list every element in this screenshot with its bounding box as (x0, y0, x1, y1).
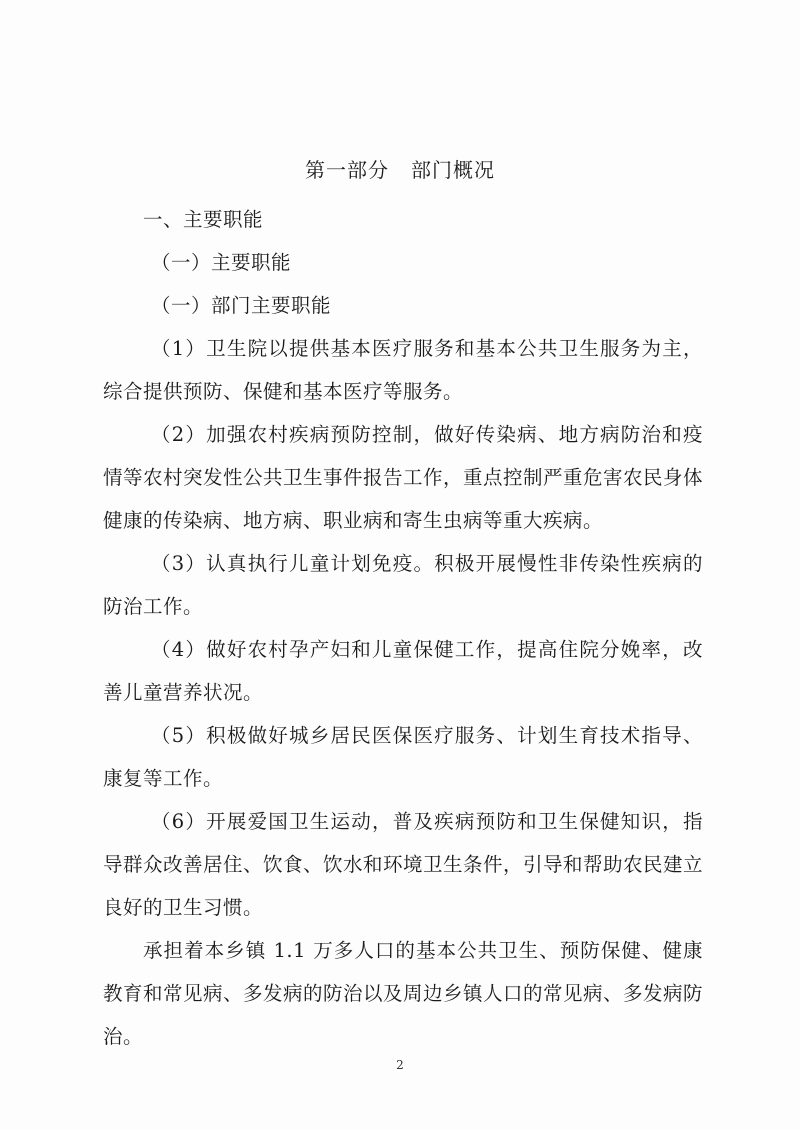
function-item-4: （4）做好农村孕产妇和儿童保健工作，提高住院分娩率，改善儿童营养状况。 (103, 638, 703, 704)
function-item-6: （6）开展爱国卫生运动，普及疾病预防和卫生保健知识，指导群众改善居住、饮食、饮水和环境卫生条件，引导和帮助农民建立良好的卫生习惯。 (103, 810, 704, 919)
function-item-5: （5）积极做好城乡居民医保医疗服务、计划生育技术指导、康复等工作。 (103, 724, 703, 790)
document-body (103, 198, 703, 1058)
function-item-2: （2）加强农村疾病预防控制，做好传染病、地方病防治和疫情等农村突发性公共卫生事件报告工作，重点控制严重危害农民身体健康的传染病、地方病、职业病和寄生虫病等重大疾病。 (103, 423, 704, 532)
title-part-2: 部门概况 (411, 158, 495, 182)
closing-paragraph: 承担着本乡镇 1.1 万多人口的基本公共卫生、预防保健、健康教育和常见病、多发病的防治以及周边乡镇人口的常见病、多发病防治。 (103, 939, 704, 1048)
page-number: 2 (396, 1058, 404, 1072)
title-part-1: 第一部分 (305, 158, 389, 182)
function-item-3: （3）认真执行儿童计划免疫。积极开展慢性非传染性疾病的防治工作。 (103, 552, 703, 618)
page-title (0, 152, 800, 188)
sub-heading-main-functions: （一）主要职能 (151, 251, 292, 274)
sub-heading-department-functions: （一）部门主要职能 (151, 294, 332, 317)
section-heading: 一、主要职能 (143, 208, 264, 231)
function-item-1: （1）卫生院以提供基本医疗服务和基本公共卫生服务为主，综合提供预防、保健和基本医疗等服务。 (103, 337, 703, 403)
